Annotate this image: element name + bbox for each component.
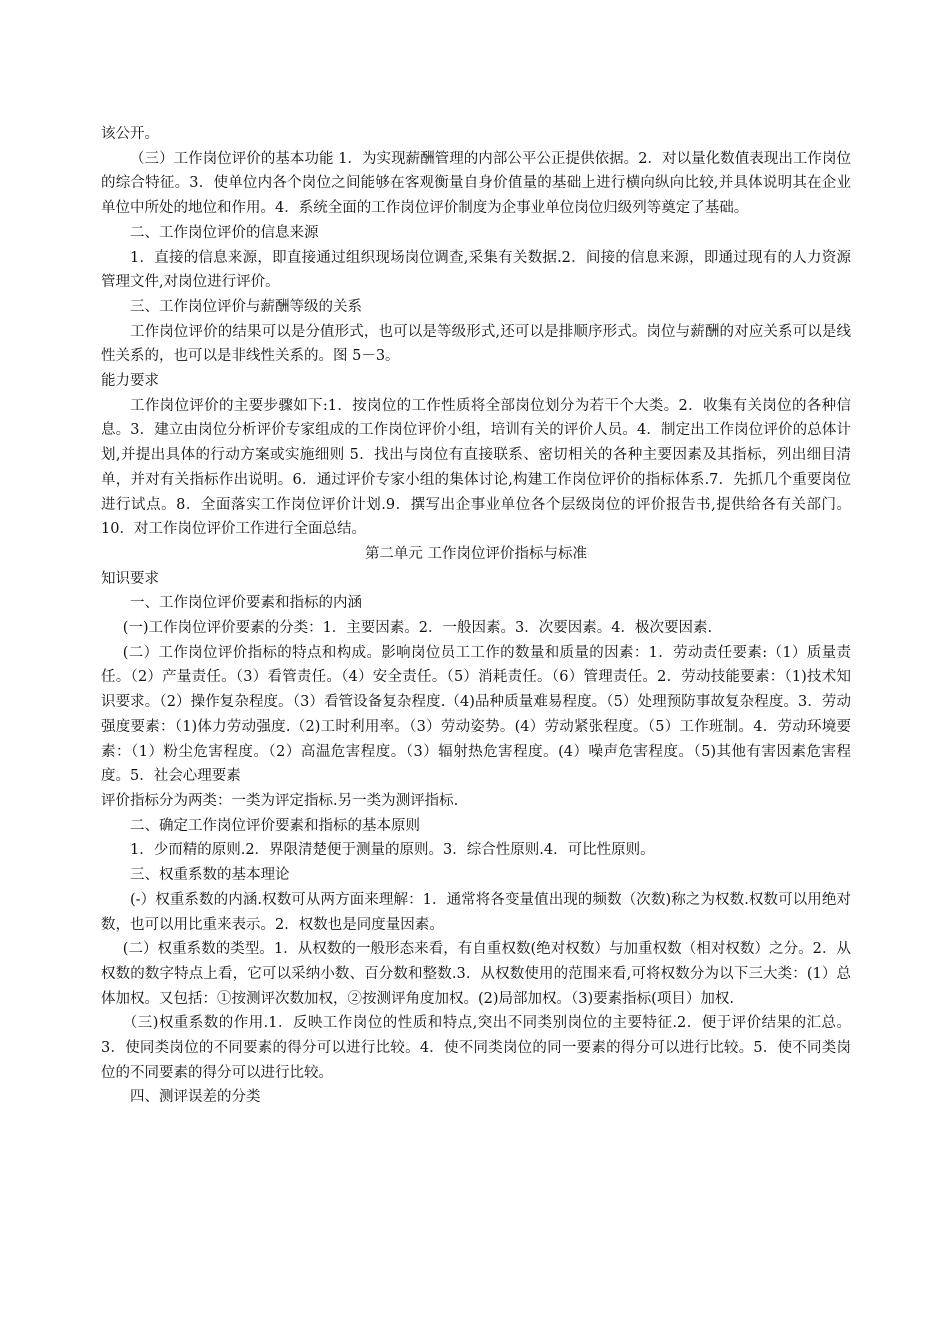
section-heading: 三、权重系数的基本理论 — [130, 867, 290, 884]
section-heading: 三、工作岗位评价与薪酬等级的关系 — [130, 298, 362, 315]
section-heading: 二、确定工作岗位评价要素和指标的基本原则 — [130, 817, 420, 834]
paragraph: 工作岗位评价的主要步骤如下:1．按岗位的工作性质将全部岗位划分为若干个大类。2．收集有关岗位的各种信息。3．建立由岗位分析评价专家组成的工作岗位评价小组，培训有关的评价人员。4．制定出工作岗位评价的总体计划,并提出具体的行动方案或实施细则 5．找出与岗位有直接联系、密切相关的各种主要因素及其指标，列出细目清单，并对有关指标作出说明。6．通过评价专家小组的集体讨论,构建工作岗位评价的指标体系.7．先抓几个重要岗位进行试点。8．全面落实工作岗位评价计划.9．撰写出企事业单位各个层级岗位的评价报告书,提供给各有关部门。10．对工作岗位评价工作进行全面总结。 — [101, 397, 851, 538]
paragraph: （三)权重系数的作用.1．反映工作岗位的性质和特点,突出不同类别岗位的主要特征.2．便于评价结果的汇总。3．使同类岗位的不同要素的得分可以进行比较。4．使不同类岗位的同一要素的得分可以进行比较。5．使不同类岗位的不同要素的得分可以进行比较。 — [101, 1015, 851, 1081]
paragraph: 该公开。 — [101, 126, 159, 142]
paragraph: (二）工作岗位评价指标的特点和构成。影响岗位员工工作的数量和质量的因素：1．劳动责任要素:（1）质量责任。（2）产量责任。（3）看管责任。（4）安全责任。（5）消耗责任。（6）管理责任。2．劳动技能要素：（1)技术知识要求。（2）操作复杂程度。（3）看管设备复杂程度.（4)品种质量难易程度。（5）处理预防事故复杂程度。3．劳动强度要素：（1)体力劳动强度.（2)工时利用率。（3）劳动姿势。(4）劳动紧张程度。（5）工作班制。4．劳动环境要素：（1）粉尘危害程度。（2）高温危害程度。（3）辐射热危害程度。(4）噪声危害程度。（5)其他有害因素危害程度。5．社会心理要素 — [101, 644, 851, 785]
paragraph: (一)工作岗位评价要素的分类：1．主要因素。2．一般因素。3．次要因素。4．极次要因素. — [122, 620, 713, 637]
paragraph: 评价指标分为两类：一类为评定指标.另一类为测评指标. — [101, 792, 459, 809]
document-page — [101, 122, 851, 1110]
paragraph: 工作岗位评价的结果可以是分值形式，也可以是等级形式,还可以是排顺序形式。岗位与薪酬的对应关系可以是线性关系的，也可以是非线性关系的。图 5－3。 — [101, 323, 851, 365]
paragraph: (二）权重系数的类型。1．从权数的一般形态来看，有自重权数(绝对权数）与加重权数（相对权数）之分。2．从权数的数字特点上看，它可以采纳小数、百分数和整数.3．从权数使用的范围来看,可将权数分为以下三大类：(1）总体加权。又包括：①按测评次数加权，②按测评角度加权。(2)局部加权。（3)要素指标(项目）加权. — [101, 941, 851, 1007]
section-heading: 一、工作岗位评价要素和指标的内涵 — [130, 595, 362, 612]
paragraph: 1．少而精的原则.2．界限清楚便于测量的原则。3．综合性原则.4．可比性原则。 — [130, 842, 655, 859]
paragraph: （三）工作岗位评价的基本功能 1．为实现薪酬管理的内部公平公正提供依据。2．对以量化数值表现出工作岗位的综合特征。3．使单位内各个岗位之间能够在客观衡量自身价值量的基础上进行横向纵向比较,并具体说明其在企业单位中所处的地位和作用。4．系统全面的工作岗位评价制度为企事业单位岗位归级列等奠定了基础。 — [101, 150, 851, 217]
paragraph: 1．直接的信息来源，即直接通过组织现场岗位调查,采集有关数据.2．间接的信息来源，即通过现有的人力资源管理文件,对岗位进行评价。 — [101, 249, 851, 291]
unit-title: 第二单元 工作岗位评价指标与标准 — [364, 545, 588, 562]
section-heading: 四、测评误差的分类 — [130, 1089, 261, 1106]
section-heading: 二、工作岗位评价的信息来源 — [130, 224, 319, 241]
paragraph: (-）权重系数的内涵.权数可从两方面来理解：1．通常将各变量值出现的频数（次数)称之为权数.权数可以用绝对数，也可以用比重来表示。2．权数也是同度量因素。 — [101, 891, 851, 933]
section-label: 知识要求 — [101, 570, 159, 587]
section-label: 能力要求 — [101, 373, 159, 390]
